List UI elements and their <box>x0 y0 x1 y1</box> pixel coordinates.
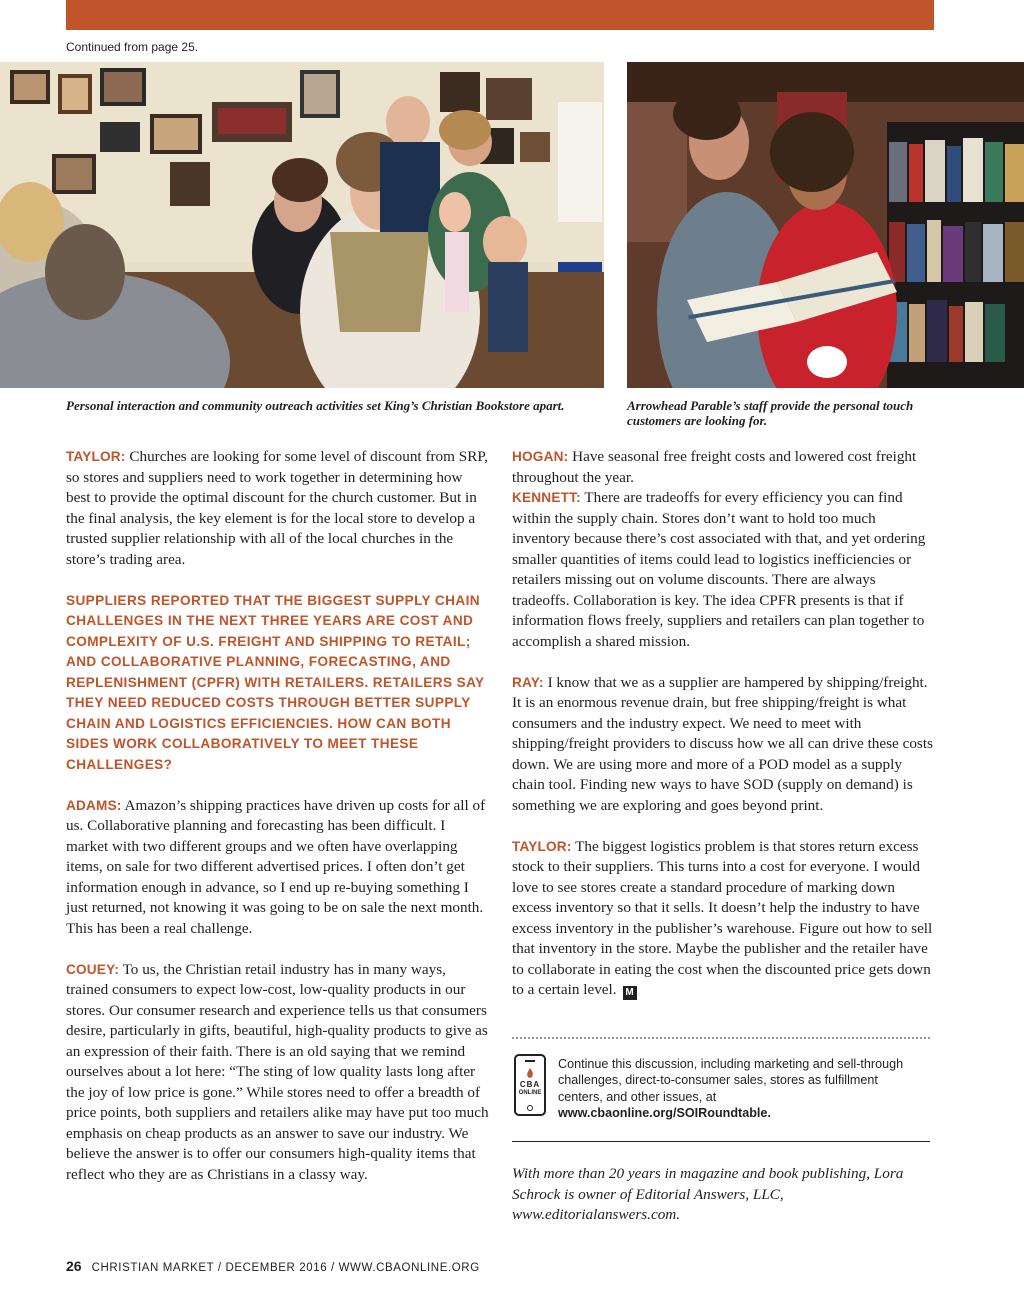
paragraph-kennett: KENNETT: There are tradeoffs for every efficiency you can find within the supply chain. Stores don’t want to hold too much inventory because there’s cost associated with that, and yet ordering smaller quantities of items could lead to logistics inefficiencies or retailers missing out on volume discounts. There are always tradeoffs. Collaboration is key. The idea CPFR presents is that if information flows freely, suppliers and retailers can plan together to accomplish a shared mission. <box>512 489 926 650</box>
dotted-divider <box>512 1037 930 1039</box>
paragraph-ray: RAY: I know that we as a supplier are hampered by shipping/freight. It is an enormous revenue drain, but free shipping/freight is what consumers and the industry expect. We need to meet with shipping/freight providers to discuss how we all can drive these costs down. We are using more and more of a POD model as a supply chain tool. Finding new ways to have SOD (supply on demand) is something we are exploring and goes beyond print. <box>512 673 933 814</box>
author-bio: With more than 20 years in magazine and book publishing, Lora Schrock is owner of Editorial Answers, LLC, www.editorialanswers.com. <box>512 1165 904 1223</box>
flame-icon <box>526 1068 534 1078</box>
speaker-name: HOGAN: <box>512 449 569 464</box>
page-footer <box>66 1258 480 1274</box>
page-number: 26 <box>66 1258 82 1274</box>
article-column-left <box>66 447 490 1185</box>
interview-question: SUPPLIERS REPORTED THAT THE BIGGEST SUPPLY CHAIN CHALLENGES IN THE NEXT THREE YEARS ARE COST AND COMPLEXITY OF U.S. FREIGHT AND SHIPPING TO RETAIL; AND COLLABORATIVE PLANNING, FORECASTING, AND REPLENISHMENT (CPFR) WITH RETAILERS. RETAILERS SAY THEY NEED REDUCED COSTS THROUGH BETTER SUPPLY CHAIN AND LOGISTICS EFFICIENCIES. HOW CAN BOTH SIDES WORK COLLABORATIVELY TO MEET THESE CHALLENGES? <box>66 592 485 772</box>
speaker-name: RAY: <box>512 674 544 690</box>
speaker-name: KENNETT: <box>512 490 581 505</box>
article-column-right <box>512 447 936 1001</box>
paragraph-adams: ADAMS: Amazon’s shipping practices have driven up costs for all of us. Collaborative planning and forecasting has been difficult. I market with two different groups and we often have overlapping items, on sale for two different advertised prices. I often don’t get information enough in advance, so I end up re-buying something I just returned, not knowing it was going to be on sale the next month. This has been a real challenge. <box>66 796 486 937</box>
photo-staff-with-book <box>627 62 1024 388</box>
speaker-name: COUEY: <box>66 961 120 977</box>
continue-discussion-promo: Continue this discussion, including marketing and sell-through challenges, direct-to-consumer sales, stores as fulfillment centers, and other issues, at www.cbaonline.org/SOIRoundtable. <box>558 1057 904 1121</box>
roundtable-link[interactable]: www.cbaonline.org/SOIRoundtable. <box>558 1106 771 1121</box>
continued-from-label: Continued from page 25. <box>66 40 199 54</box>
paragraph-taylor-2: TAYLOR: The biggest logistics problem is that stores return excess stock to their suppliers. This turns into a cost for everyone. I would love to see stores create a standard procedure of marking down excess inventory so that it sells. It doesn’t help the industry to have excess inventory in the publisher’s warehouse. Figure out how to sell that inventory in the store. Maybe the publisher and the retailer have to collaborate in eating the cost when the discounted price gets down to a certain level. M <box>512 837 933 998</box>
cba-online-phone-icon: CBA ONLINE <box>514 1054 546 1116</box>
section-rule <box>512 1141 930 1142</box>
paragraph-hogan: HOGAN: Have seasonal free freight costs and lowered cost freight throughout the year. <box>512 448 917 486</box>
speaker-name: TAYLOR: <box>512 838 572 854</box>
photo-caption-left: Personal interaction and community outreach activities set King’s Christian Bookstore apart. <box>66 398 565 413</box>
photo-caption-right: Arrowhead Parable’s staff provide the personal touch customers are looking for. <box>627 398 914 428</box>
top-accent-bar <box>66 0 934 30</box>
speaker-name: TAYLOR: <box>66 449 126 464</box>
photo-bookstore-gathering <box>0 62 604 388</box>
end-of-article-mark-icon: M <box>623 986 637 1000</box>
paragraph-taylor-1: TAYLOR: Churches are looking for some level of discount from SRP, so stores and suppliers need to work together in determining how best to provide the optimal discount for the church customer. But in the final analysis, the key element is for the local store to develop a trusted supplier relationship with all of the local churches in the store’s trading area. <box>66 448 488 568</box>
speaker-name: ADAMS: <box>66 797 122 813</box>
paragraph-couey: COUEY: To us, the Christian retail industry has in many ways, trained consumers to expect low-cost, low-quality products in our stores. Our consumer research and experience tells us that consumers desire, particularly in gifts, beautiful, high-quality products to give as an expression of their faith. There is an old saying that we remind ourselves about a lot here: “The sting of low quality lasts long after the joy of low price is gone.” While stores need to offer a breadth of price points, both suppliers and retailers alike may have put too much emphasis on cheap products as an answer to save our industry. We believe the answer is to offer our consumers high-quality items that reflect who they are as Christians in a classy way. <box>66 960 489 1183</box>
footer-publication: CHRISTIAN MARKET / DECEMBER 2016 / WWW.CBAONLINE.ORG <box>91 1262 480 1274</box>
